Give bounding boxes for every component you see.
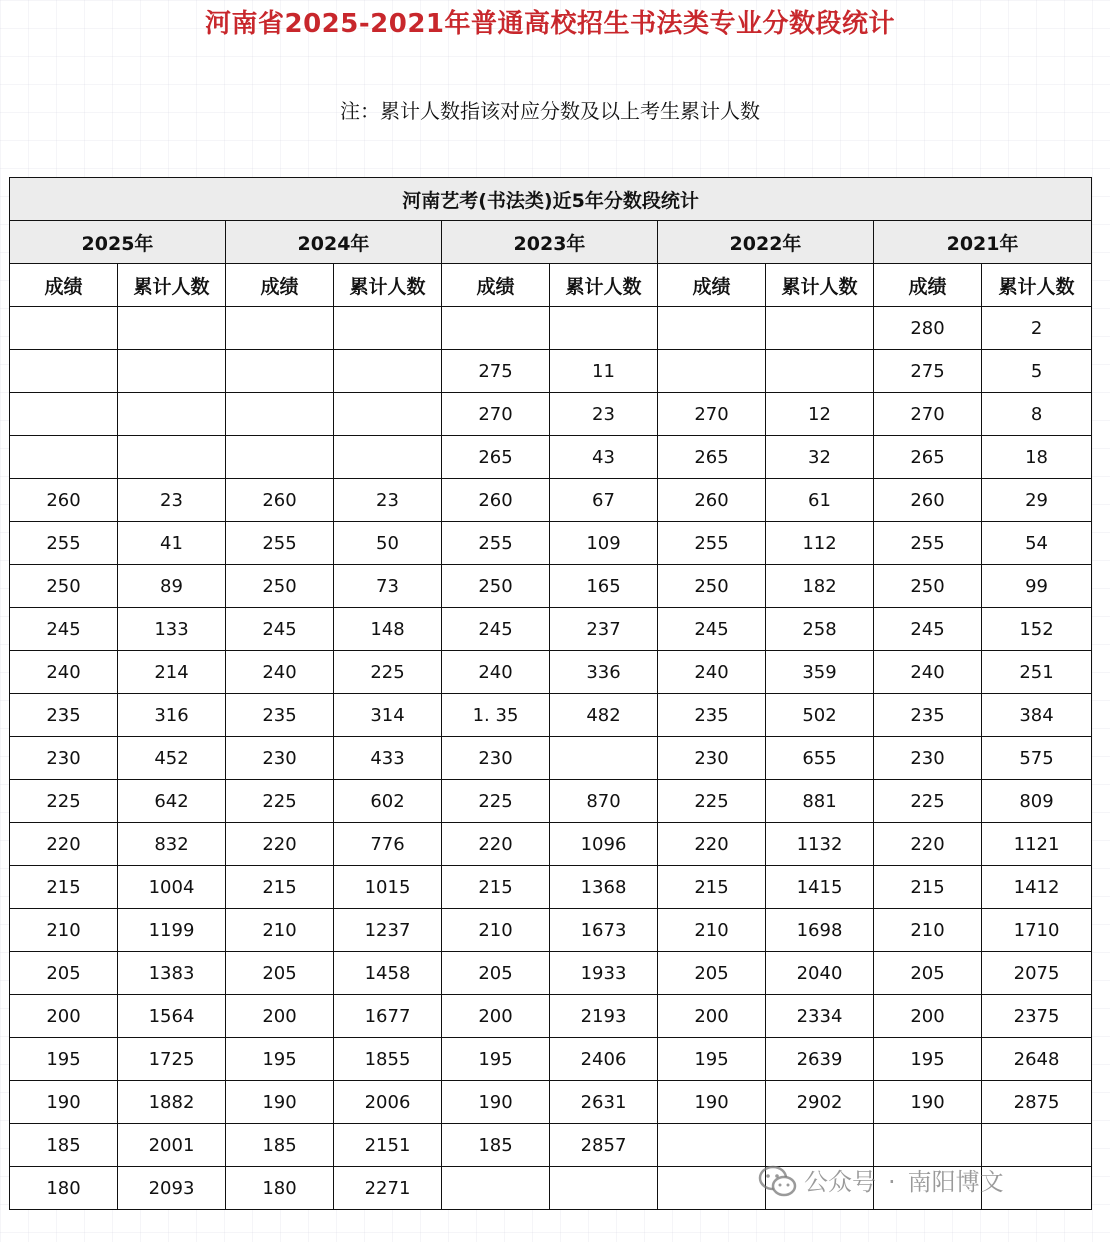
cell-2022-count: 12 [766,393,874,436]
table-row [10,694,1092,737]
cell-2023-score: 205 [442,952,550,995]
cell-2024-score: 240 [226,651,334,694]
cell-2022-score: 195 [658,1038,766,1081]
cell-2025-score: 180 [10,1167,118,1210]
cell-2024-count: 148 [334,608,442,651]
cell-2021-score: 250 [874,565,982,608]
cell-2022-score: 200 [658,995,766,1038]
year-header-row [10,221,1092,264]
cell-2024-count: 1677 [334,995,442,1038]
cell-2024-count: 2006 [334,1081,442,1124]
cell-2023-count: 1933 [550,952,658,995]
cell-2023-score: 260 [442,479,550,522]
cell-2024-count: 2151 [334,1124,442,1167]
cell-2022-count: 2639 [766,1038,874,1081]
cell-2022-count: 32 [766,436,874,479]
cell-2024-score [226,350,334,393]
cell-2022-score: 190 [658,1081,766,1124]
cell-2024-count [334,436,442,479]
cell-2023-count: 109 [550,522,658,565]
cell-2023-score: 275 [442,350,550,393]
cell-2023-score: 245 [442,608,550,651]
cell-2021-score: 270 [874,393,982,436]
cell-2021-score: 265 [874,436,982,479]
cell-2025-score [10,436,118,479]
cell-2025-score: 210 [10,909,118,952]
table-row [10,737,1092,780]
table-row [10,350,1092,393]
cell-2021-count: 809 [982,780,1092,823]
cell-2021-score: 195 [874,1038,982,1081]
cell-2024-score [226,436,334,479]
cell-2024-count: 73 [334,565,442,608]
cell-2021-count: 251 [982,651,1092,694]
cell-2021-score: 220 [874,823,982,866]
cell-2023-count: 43 [550,436,658,479]
cell-2022-score [658,307,766,350]
table-row [10,479,1092,522]
watermark-label: 公众号 [804,1168,876,1196]
cell-2021-score: 215 [874,866,982,909]
cell-2024-count: 776 [334,823,442,866]
cell-2025-count: 89 [118,565,226,608]
cell-2024-count: 602 [334,780,442,823]
table-row [10,909,1092,952]
cell-2021-count: 8 [982,393,1092,436]
cell-2025-score: 250 [10,565,118,608]
cell-2023-score [442,1167,550,1210]
cell-2024-score: 260 [226,479,334,522]
cell-2023-count: 2857 [550,1124,658,1167]
cell-2021-count: 1412 [982,866,1092,909]
cell-2023-count: 2631 [550,1081,658,1124]
cell-2024-score: 190 [226,1081,334,1124]
table-row [10,307,1092,350]
cell-2021-count: 99 [982,565,1092,608]
cell-2021-count: 384 [982,694,1092,737]
cell-2023-count: 2193 [550,995,658,1038]
year-header-2021: 2021年 [874,221,1092,264]
cell-2025-score [10,393,118,436]
wechat-icon [758,1164,798,1200]
cell-2025-score: 190 [10,1081,118,1124]
cell-2023-count: 1673 [550,909,658,952]
cell-2021-count: 1710 [982,909,1092,952]
cell-2021-count: 2648 [982,1038,1092,1081]
cell-2024-count: 1015 [334,866,442,909]
cell-2022-score [658,1124,766,1167]
cell-2023-score: 225 [442,780,550,823]
cell-2022-count: 655 [766,737,874,780]
col-header-count: 累计人数 [982,264,1092,307]
cell-2021-count: 152 [982,608,1092,651]
cell-2025-count [118,393,226,436]
cell-2023-score: 240 [442,651,550,694]
cell-2022-count: 502 [766,694,874,737]
cell-2022-score [658,1167,766,1210]
cell-2025-score: 205 [10,952,118,995]
col-header-count: 累计人数 [334,264,442,307]
cell-2021-count: 2875 [982,1081,1092,1124]
cell-2024-count [334,393,442,436]
cell-2025-count: 1882 [118,1081,226,1124]
cell-2025-score: 235 [10,694,118,737]
cell-2021-score: 245 [874,608,982,651]
cell-2024-score: 250 [226,565,334,608]
cell-2023-count: 336 [550,651,658,694]
cell-2023-score: 185 [442,1124,550,1167]
cell-2021-score: 200 [874,995,982,1038]
year-header-2022: 2022年 [658,221,874,264]
score-distribution-table [9,177,1092,1210]
table-row [10,1038,1092,1081]
col-header-count: 累计人数 [118,264,226,307]
cell-2025-count: 2093 [118,1167,226,1210]
cell-2023-score: 255 [442,522,550,565]
cell-2021-score: 240 [874,651,982,694]
cell-2022-score: 225 [658,780,766,823]
table-row [10,995,1092,1038]
cell-2025-count: 1564 [118,995,226,1038]
cell-2025-count: 1383 [118,952,226,995]
cell-2023-count: 237 [550,608,658,651]
cell-2022-count: 1698 [766,909,874,952]
cell-2025-score: 255 [10,522,118,565]
cell-2025-score: 240 [10,651,118,694]
table-row [10,565,1092,608]
cell-2022-count: 1415 [766,866,874,909]
cell-2021-count: 54 [982,522,1092,565]
cell-2022-score: 215 [658,866,766,909]
cell-2025-score: 195 [10,1038,118,1081]
cell-2022-score [658,350,766,393]
cell-2024-score: 215 [226,866,334,909]
cell-2023-score: 270 [442,393,550,436]
cell-2024-count [334,307,442,350]
cell-2021-count: 2 [982,307,1092,350]
cell-2023-score: 1. 35 [442,694,550,737]
table-row [10,866,1092,909]
year-header-2025: 2025年 [10,221,226,264]
cell-2023-score: 210 [442,909,550,952]
cell-2025-score: 200 [10,995,118,1038]
cell-2023-count: 67 [550,479,658,522]
cell-2023-score: 190 [442,1081,550,1124]
cell-2024-score: 225 [226,780,334,823]
cell-2023-count: 1368 [550,866,658,909]
cell-2022-score: 235 [658,694,766,737]
cell-2021-score: 205 [874,952,982,995]
cell-2023-count [550,737,658,780]
cell-2024-score: 205 [226,952,334,995]
cell-2024-count: 2271 [334,1167,442,1210]
cell-2022-count: 1132 [766,823,874,866]
watermark-separator: · [888,1168,896,1196]
cell-2024-score [226,307,334,350]
col-header-score: 成绩 [658,264,766,307]
cell-2025-score: 230 [10,737,118,780]
cell-2023-score: 195 [442,1038,550,1081]
cell-2024-score: 220 [226,823,334,866]
cell-2025-count: 1004 [118,866,226,909]
cell-2022-count: 61 [766,479,874,522]
table-row [10,608,1092,651]
cell-2022-count: 881 [766,780,874,823]
cell-2023-count: 482 [550,694,658,737]
cell-2025-count: 642 [118,780,226,823]
col-header-score: 成绩 [10,264,118,307]
cell-2021-count: 2075 [982,952,1092,995]
cell-2024-score [226,393,334,436]
cell-2022-score: 255 [658,522,766,565]
cell-2024-count: 314 [334,694,442,737]
cell-2021-count: 5 [982,350,1092,393]
cell-2024-count: 1458 [334,952,442,995]
cell-2024-score: 200 [226,995,334,1038]
table-row [10,823,1092,866]
table-row [10,522,1092,565]
table-caption-row [10,178,1092,221]
cell-2022-count: 258 [766,608,874,651]
cell-2024-count: 1237 [334,909,442,952]
cell-2025-count: 452 [118,737,226,780]
cell-2022-count: 2334 [766,995,874,1038]
cell-2023-count [550,307,658,350]
cell-2025-count [118,436,226,479]
cell-2025-count: 1725 [118,1038,226,1081]
cell-2023-score: 265 [442,436,550,479]
cell-2025-count: 832 [118,823,226,866]
cell-2021-count: 29 [982,479,1092,522]
cell-2023-score: 220 [442,823,550,866]
cell-2025-count: 133 [118,608,226,651]
cell-2024-score: 185 [226,1124,334,1167]
cell-2024-count: 1855 [334,1038,442,1081]
cell-2022-score: 260 [658,479,766,522]
cell-2021-count: 2375 [982,995,1092,1038]
col-header-count: 累计人数 [766,264,874,307]
col-header-count: 累计人数 [550,264,658,307]
cell-2021-count [982,1124,1092,1167]
cell-2023-count: 11 [550,350,658,393]
cell-2024-count [334,350,442,393]
cell-2023-score: 200 [442,995,550,1038]
cell-2025-score: 245 [10,608,118,651]
year-header-2023: 2023年 [442,221,658,264]
cell-2022-score: 230 [658,737,766,780]
table-row [10,393,1092,436]
cell-2025-score [10,350,118,393]
cell-2022-count: 359 [766,651,874,694]
cell-2021-score: 255 [874,522,982,565]
col-header-score: 成绩 [442,264,550,307]
cell-2023-count: 1096 [550,823,658,866]
cell-2024-score: 245 [226,608,334,651]
year-header-2024: 2024年 [226,221,442,264]
watermark-account: 南阳博文 [907,1168,1004,1196]
cell-2022-count [766,307,874,350]
table-body [10,307,1092,1210]
cell-2023-count [550,1167,658,1210]
cell-2024-count: 23 [334,479,442,522]
cell-2023-score [442,307,550,350]
table-row [10,436,1092,479]
cell-2023-score: 230 [442,737,550,780]
cell-2021-score: 275 [874,350,982,393]
cell-2025-score: 260 [10,479,118,522]
cell-2023-count: 870 [550,780,658,823]
cell-2024-count: 50 [334,522,442,565]
cell-2022-score: 240 [658,651,766,694]
cell-2022-count: 112 [766,522,874,565]
cell-2023-count: 165 [550,565,658,608]
cell-2021-count: 1121 [982,823,1092,866]
cell-2022-count [766,350,874,393]
cell-2022-count [766,1124,874,1167]
cell-2025-score [10,307,118,350]
cell-2025-count: 41 [118,522,226,565]
cell-2022-score: 245 [658,608,766,651]
cell-2024-score: 210 [226,909,334,952]
table-row [10,952,1092,995]
cell-2025-score: 215 [10,866,118,909]
cell-2023-score: 250 [442,565,550,608]
watermark [758,1162,1004,1202]
table-row [10,1124,1092,1167]
cell-2021-score: 225 [874,780,982,823]
cell-2025-score: 225 [10,780,118,823]
cell-2021-score: 235 [874,694,982,737]
cell-2023-count: 2406 [550,1038,658,1081]
cell-2025-count: 23 [118,479,226,522]
table-row [10,1081,1092,1124]
cell-2021-score: 190 [874,1081,982,1124]
cell-2025-count: 214 [118,651,226,694]
cell-2022-score: 210 [658,909,766,952]
cell-2024-score: 230 [226,737,334,780]
table-row [10,780,1092,823]
cell-2021-score: 260 [874,479,982,522]
cell-2025-count [118,350,226,393]
cell-2021-score [874,1124,982,1167]
cell-2021-count: 575 [982,737,1092,780]
cell-2023-score: 215 [442,866,550,909]
table-caption: 河南艺考(书法类)近5年分数段统计 [10,178,1092,221]
cell-2022-score: 265 [658,436,766,479]
cell-2025-score: 220 [10,823,118,866]
cell-2024-score: 195 [226,1038,334,1081]
note-text: 注：累计人数指该对应分数及以上考生累计人数 [340,99,760,123]
col-header-score: 成绩 [226,264,334,307]
cell-2022-score: 270 [658,393,766,436]
cell-2022-count: 182 [766,565,874,608]
cell-2022-count: 2040 [766,952,874,995]
cell-2024-score: 235 [226,694,334,737]
cell-2023-count: 23 [550,393,658,436]
page-title: 河南省2025-2021年普通高校招生书法类专业分数段统计 [204,9,896,39]
cell-2025-count: 2001 [118,1124,226,1167]
cell-2025-score: 185 [10,1124,118,1167]
cell-2025-count: 316 [118,694,226,737]
cell-2025-count [118,307,226,350]
cell-2022-score: 250 [658,565,766,608]
cell-2025-count: 1199 [118,909,226,952]
cell-2021-score: 280 [874,307,982,350]
cell-2022-score: 220 [658,823,766,866]
column-header-row [10,264,1092,307]
cell-2021-count: 18 [982,436,1092,479]
cell-2021-score: 230 [874,737,982,780]
cell-2022-score: 205 [658,952,766,995]
cell-2024-count: 433 [334,737,442,780]
table-row [10,651,1092,694]
cell-2021-score: 210 [874,909,982,952]
cell-2024-count: 225 [334,651,442,694]
cell-2024-score: 180 [226,1167,334,1210]
cell-2022-count: 2902 [766,1081,874,1124]
cell-2024-score: 255 [226,522,334,565]
col-header-score: 成绩 [874,264,982,307]
